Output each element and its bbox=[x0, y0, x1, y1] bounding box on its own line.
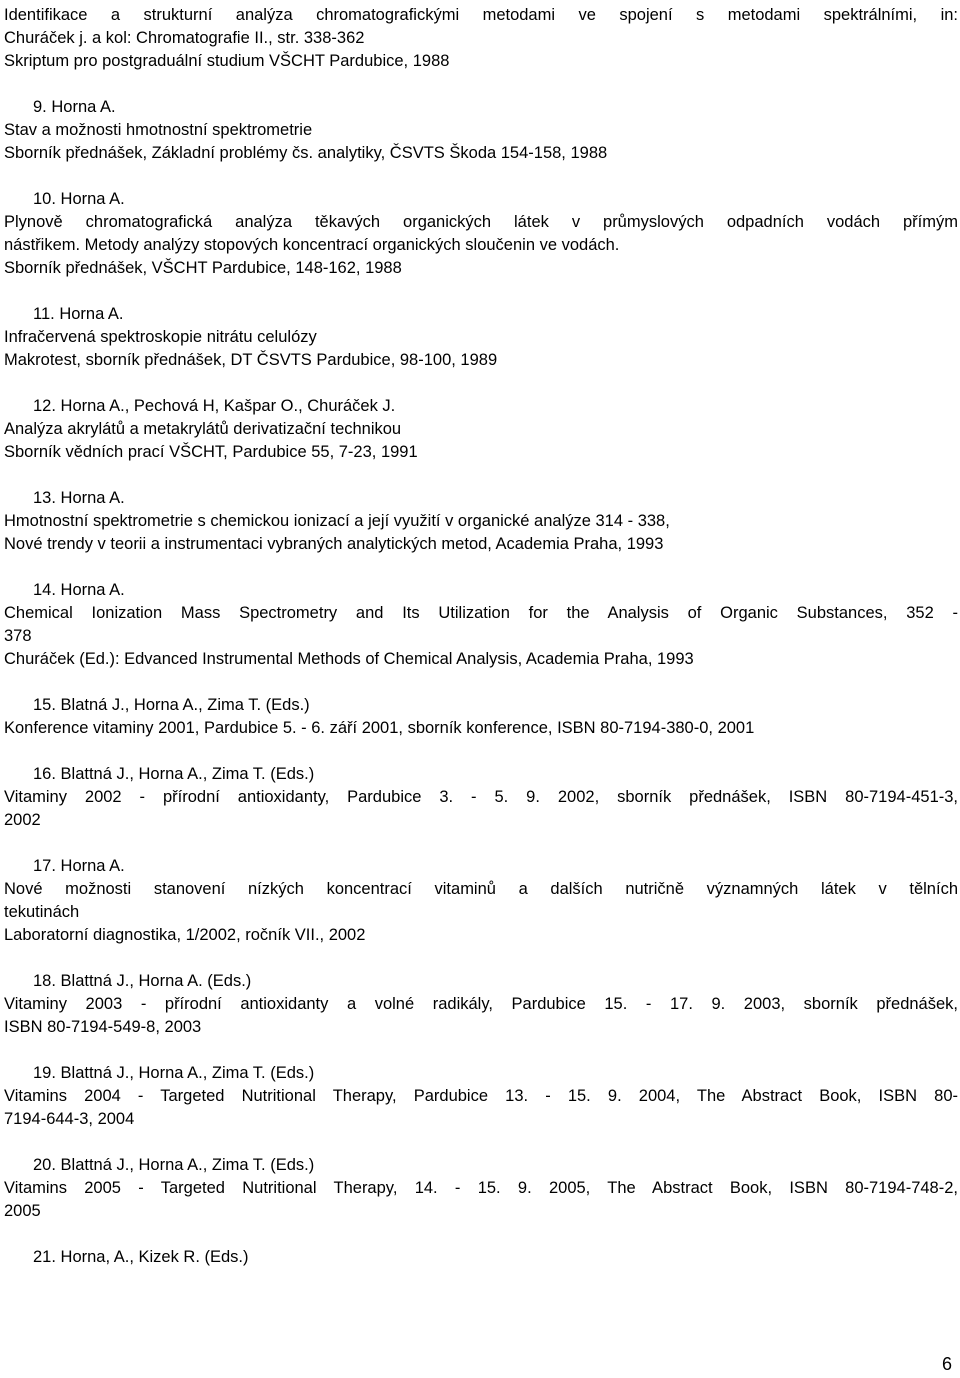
entry-line: nástřikem. Metody analýzy stopových koncentrací organických sloučenin ve vodách. bbox=[4, 236, 620, 254]
entry-authors: Blattná J., Horna A., Zima T. (Eds.) bbox=[60, 1064, 315, 1082]
document-page bbox=[4, 4, 958, 1269]
entry-number: 10. bbox=[33, 190, 56, 208]
reference-entry bbox=[4, 96, 958, 165]
entry-number: 16. bbox=[33, 765, 56, 783]
entry-authors: Horna A. bbox=[60, 190, 125, 208]
entry-authors: Horna A. bbox=[60, 489, 125, 507]
intro-line: Churáček j. a kol: Chromatografie II., str. 338-362 bbox=[4, 29, 365, 47]
reference-entry bbox=[4, 855, 958, 947]
entry-authors: Blattná J., Horna A., Zima T. (Eds.) bbox=[60, 1156, 315, 1174]
entry-authors: Horna A. bbox=[59, 305, 124, 323]
reference-entry bbox=[4, 487, 958, 556]
entry-line: 7194-644-3, 2004 bbox=[4, 1110, 135, 1128]
entry-line: Hmotnostní spektrometrie s chemickou ionizací a její využití v organické analýze 314 - 338, bbox=[4, 512, 670, 530]
entry-authors: Horna A. bbox=[60, 857, 125, 875]
entry-number: 20. bbox=[33, 1156, 56, 1174]
entry-line: Chemical Ionization Mass Spectrometry and Its Utilization for the Analysis of Organic Substances, 352 - bbox=[4, 604, 958, 622]
entry-line: Konference vitaminy 2001, Pardubice 5. - 6. září 2001, sborník konference, ISBN 80-7194-380-0, 2001 bbox=[4, 719, 755, 737]
entry-authors: Horna, A., Kizek R. (Eds.) bbox=[60, 1248, 249, 1266]
entry-line: tekutinách bbox=[4, 903, 80, 921]
reference-entry bbox=[4, 579, 958, 671]
entry-authors: Horna A. bbox=[60, 581, 125, 599]
entry-authors: Blatná J., Horna A., Zima T. (Eds.) bbox=[60, 696, 310, 714]
intro-block bbox=[4, 4, 958, 73]
entry-number: 19. bbox=[33, 1064, 56, 1082]
entry-authors: Horna A. bbox=[51, 98, 116, 116]
entry-number: 15. bbox=[33, 696, 56, 714]
entry-line: 2002 bbox=[4, 811, 41, 829]
page-number: 6 bbox=[941, 1354, 952, 1374]
reference-entry bbox=[4, 188, 958, 280]
reference-entry bbox=[4, 1062, 958, 1131]
reference-entry bbox=[4, 970, 958, 1039]
entry-line: Vitamins 2005 - Targeted Nutritional Therapy, 14. - 15. 9. 2005, The Abstract Book, ISBN 80-7194-748-2, bbox=[4, 1179, 958, 1197]
reference-entry bbox=[4, 1246, 958, 1269]
entry-line: Vitaminy 2003 - přírodní antioxidanty a volné radikály, Pardubice 15. - 17. 9. 2003, sborník přednášek, bbox=[4, 995, 958, 1013]
entry-line: Sborník přednášek, VŠCHT Pardubice, 148-162, 1988 bbox=[4, 259, 402, 277]
entry-line: Makrotest, sborník přednášek, DT ČSVTS Pardubice, 98-100, 1989 bbox=[4, 351, 498, 369]
entry-line: Nové možnosti stanovení nízkých koncentrací vitaminů a dalších nutričně významných látek v tělních bbox=[4, 880, 958, 898]
reference-entry bbox=[4, 763, 958, 832]
reference-entry bbox=[4, 1154, 958, 1223]
entry-number: 21. bbox=[33, 1248, 56, 1266]
entry-line: Sborník vědních prací VŠCHT, Pardubice 55, 7-23, 1991 bbox=[4, 443, 418, 461]
entry-line: Churáček (Ed.): Edvanced Instrumental Methods of Chemical Analysis, Academia Praha, 1993 bbox=[4, 650, 694, 668]
entry-number: 14. bbox=[33, 581, 56, 599]
entry-line: ISBN 80-7194-549-8, 2003 bbox=[4, 1018, 202, 1036]
entry-number: 13. bbox=[33, 489, 56, 507]
intro-line: Identifikace a strukturní analýza chromatografickými metodami ve spojení s metodami spektrálními, in: bbox=[4, 6, 958, 24]
entry-line: Plynově chromatografická analýza těkavých organických látek v průmyslových odpadních vodách přímým bbox=[4, 213, 958, 231]
entry-line: Laboratorní diagnostika, 1/2002, ročník VII., 2002 bbox=[4, 926, 366, 944]
entry-line: 2005 bbox=[4, 1202, 41, 1220]
entry-number: 11. bbox=[33, 305, 55, 323]
entry-line: Stav a možnosti hmotnostní spektrometrie bbox=[4, 121, 313, 139]
entry-number: 18. bbox=[33, 972, 56, 990]
entry-line: Nové trendy v teorii a instrumentaci vybraných analytických metod, Academia Praha, 1993 bbox=[4, 535, 664, 553]
entry-line: 378 bbox=[4, 627, 32, 645]
entry-line: Sborník přednášek, Základní problémy čs. analytiky, ČSVTS Škoda 154-158, 1988 bbox=[4, 144, 608, 162]
entry-number: 12. bbox=[33, 397, 56, 415]
entry-authors: Horna A., Pechová H, Kašpar O., Churáček J. bbox=[60, 397, 396, 415]
entry-line: Analýza akrylátů a metakrylátů derivatizační technikou bbox=[4, 420, 402, 438]
entry-number: 9. bbox=[33, 98, 47, 116]
reference-entry bbox=[4, 395, 958, 464]
reference-entry bbox=[4, 303, 958, 372]
entry-line: Vitamins 2004 - Targeted Nutritional Therapy, Pardubice 13. - 15. 9. 2004, The Abstract Book, ISBN 80- bbox=[4, 1087, 958, 1105]
reference-entry bbox=[4, 694, 958, 740]
entry-number: 17. bbox=[33, 857, 56, 875]
entry-line: Vitaminy 2002 - přírodní antioxidanty, Pardubice 3. - 5. 9. 2002, sborník přednášek, ISBN 80-7194-451-3, bbox=[4, 788, 958, 806]
intro-line: Skriptum pro postgraduální studium VŠCHT Pardubice, 1988 bbox=[4, 52, 450, 70]
entry-authors: Blattná J., Horna A. (Eds.) bbox=[60, 972, 252, 990]
entry-authors: Blattná J., Horna A., Zima T. (Eds.) bbox=[60, 765, 315, 783]
entry-line: Infračervená spektroskopie nitrátu celulózy bbox=[4, 328, 317, 346]
